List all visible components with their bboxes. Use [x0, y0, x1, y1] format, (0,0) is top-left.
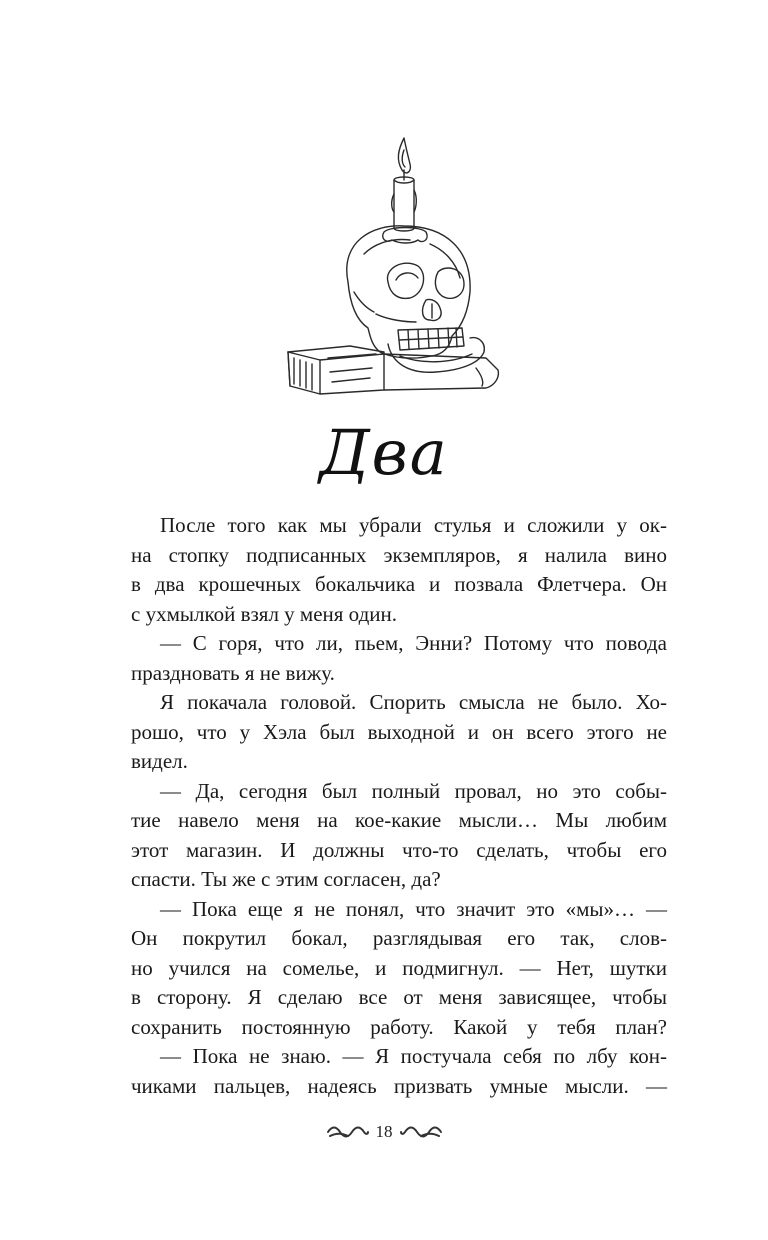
- text-line: сохранить постоянную работу. Какой у тебя план?: [131, 1014, 667, 1039]
- text-line: — Пока еще я не понял, что значит это «мы»… —: [160, 896, 667, 921]
- text-line: этот магазин. И должны что-то сделать, чтобы его: [131, 837, 667, 862]
- text-line: в сторону. Я сделаю все от меня зависящее, чтобы: [131, 985, 667, 1009]
- text-line: После того как мы убрали стулья и сложили у ок-: [160, 513, 667, 537]
- skull-with-candle-icon: [280, 132, 520, 402]
- text-line: рошо, что у Хэла был выходной и он всего этого не: [131, 719, 667, 744]
- text-line: видел.: [131, 749, 188, 773]
- page-footer: [0, 1122, 768, 1142]
- text-line: на стопку подписанных экземпляров, я налила вино: [131, 542, 667, 567]
- flourish-ornament-icon: [326, 1124, 370, 1140]
- body-text: [131, 511, 667, 1101]
- text-line: тие навело меня на кое-какие мысли… Мы любим: [131, 808, 667, 832]
- text-line: Я покачала головой. Спорить смысла не было. Хо-: [160, 690, 667, 714]
- text-line: чиками пальцев, надеясь призвать умные мысли. —: [131, 1073, 667, 1098]
- text-line: в два крошечных бокальчика и позвала Флетчера. Он: [131, 572, 667, 596]
- text-line: праздновать я не вижу.: [131, 660, 335, 685]
- text-line: — С горя, что ли, пьем, Энни? Потому что повода: [160, 631, 667, 655]
- text-line: спасти. Ты же с этим согласен, да?: [131, 867, 441, 891]
- page-number: 18: [375, 1122, 393, 1141]
- text-line: — Да, сегодня был полный провал, но это собы-: [160, 778, 667, 803]
- flourish-ornament-icon: [399, 1124, 443, 1140]
- chapter-title: Два: [319, 416, 449, 489]
- text-line: но учился на сомелье, и подмигнул. — Нет, шутки: [131, 955, 667, 980]
- text-line: — Пока не знаю. — Я постучала себя по лбу кон-: [160, 1044, 667, 1068]
- text-line: с ухмылкой взял у меня один.: [131, 601, 397, 626]
- text-line: Он покрутил бокал, разглядывая его так, слов-: [131, 926, 667, 950]
